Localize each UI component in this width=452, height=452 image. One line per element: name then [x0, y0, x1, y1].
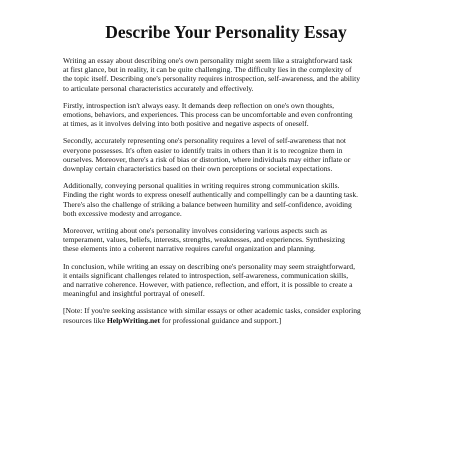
- text-line: ourselves. Moreover, there's a risk of bias or distortion, where individuals may either inflate or: [63, 154, 351, 164]
- text-line: both excessive modesty and arrogance.: [63, 208, 182, 218]
- text-line: Additionally, conveying personal qualities in writing requires strong communication skills.: [63, 181, 340, 191]
- text-line: everyone possesses. It's often easier to identify traits in others than it is to recognize them in: [63, 145, 343, 155]
- text-line: downplay certain characteristics based on their own perceptions or societal expectations.: [63, 164, 333, 174]
- text-line: to articulate personal characteristics accurately and effectively.: [63, 83, 254, 93]
- paragraph-4: [63, 181, 403, 218]
- note-prefix: resources like: [63, 315, 107, 325]
- text-line: the topic itself. Describing one's personality requires introspection, self-awareness, and the ability: [63, 74, 361, 84]
- paragraph-3: [63, 136, 403, 173]
- paragraph-6: [63, 262, 403, 299]
- text-line: Firstly, introspection isn't always easy. It demands deep reflection on one's own thoughts,: [63, 100, 335, 110]
- text-line: Finding the right words to express oneself authentically and compellingly can be a daunting task.: [63, 190, 359, 200]
- text-line: Writing an essay about describing one's own personality might seem like a straightforward task: [63, 56, 353, 65]
- brand-link[interactable]: HelpWriting.net: [106, 315, 161, 325]
- note-suffix: for professional guidance and support.]: [160, 315, 282, 325]
- note-line: [Note: If you're seeking assistance with similar essays or other academic tasks, consider exploring: [63, 306, 361, 316]
- text-line: at first glance, but in reality, it can be quite challenging. The difficulty lies in the complexity of: [63, 65, 352, 75]
- note-paragraph: [63, 306, 403, 324]
- text-line: these elements into a coherent narrative requires careful organization and planning.: [63, 244, 316, 254]
- text-line: emotions, behaviors, and experiences. This process can be uncomfortable and even confronting: [63, 110, 353, 120]
- text-line: There's also the challenge of striking a balance between humility and self-confidence, avoiding: [63, 199, 352, 209]
- text-line: Secondly, accurately representing one's personality requires a level of self-awareness that not: [63, 136, 347, 146]
- essay-body: [63, 56, 403, 333]
- paragraph-5: [63, 226, 403, 254]
- text-line: Moreover, writing about one's personality involves considering various aspects such as: [63, 226, 328, 236]
- text-line: In conclusion, while writing an essay on describing one's personality may seem straightforward,: [63, 261, 355, 271]
- text-line: and narrative coherence. However, with patience, reflection, and effort, it is possible to create a: [63, 280, 353, 290]
- note-line: [63, 316, 403, 325]
- paragraph-1: [63, 56, 403, 93]
- text-line: it entails significant challenges related to introspection, self-awareness, communication skills,: [63, 270, 349, 280]
- text-line: meaningful and insightful portrayal of oneself.: [63, 289, 205, 299]
- paragraph-2: [63, 101, 403, 129]
- essay-title: Describe Your Personality Essay: [105, 22, 347, 42]
- text-line: at times, as it involves delving into both positive and negative aspects of oneself.: [63, 119, 309, 129]
- text-line: temperament, values, beliefs, interests, strengths, weaknesses, and experiences. Synthesizing: [63, 235, 345, 245]
